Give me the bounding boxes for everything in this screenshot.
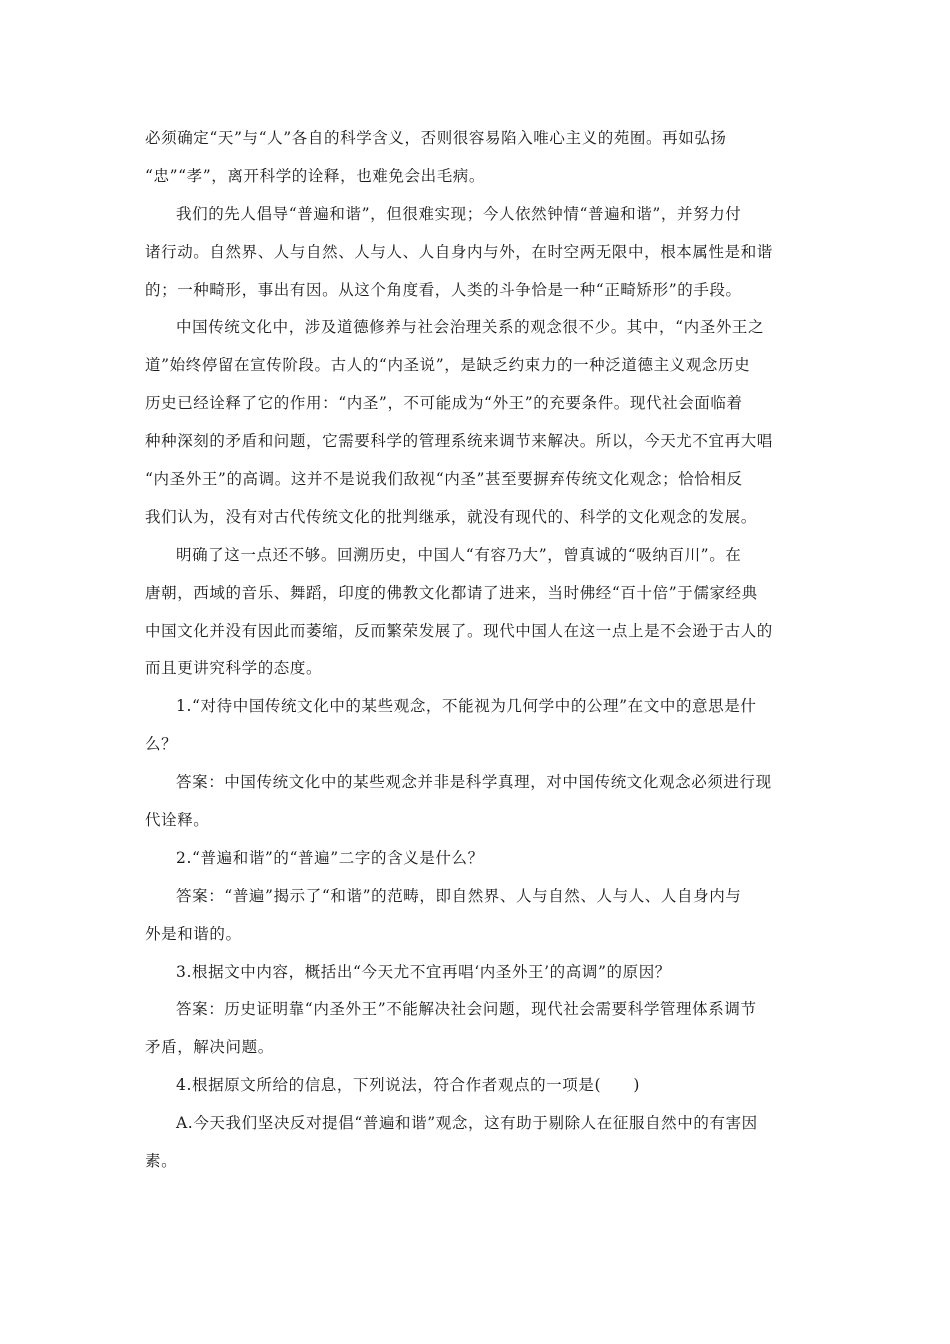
text-line: 2.“普遍和谐”的“普遍”二字的含义是什么？ [176, 848, 484, 867]
document-page [145, 120, 813, 1181]
text-line: “内圣外王”的高调。这并不是说我们敌视“内圣”甚至要摒弃传统文化观念；恰恰相反 [145, 470, 743, 489]
text-line: “忠”“孝”，离开科学的诠释，也难免会出毛病。 [145, 166, 485, 185]
text-line: 答案：“普遍”揭示了“和谐”的范畴，即自然界、人与自然、人与人、人自身内与 [176, 886, 742, 905]
text-line: 中国传统文化中，涉及道德修养与社会治理关系的观念很不少。其中，“内圣外王之 [176, 318, 765, 337]
text-line: 代诠释。 [145, 811, 210, 830]
text-line: 外是和谐的。 [145, 924, 242, 943]
text-line: 素。 [145, 1152, 178, 1171]
text-line: 明确了这一点还不够。回溯历史，中国人“有容乃大”，曾真诚的“吸纳百川”。在 [176, 545, 742, 564]
text-line: 我们认为，没有对古代传统文化的批判继承，就没有现代的、科学的文化观念的发展。 [145, 507, 757, 526]
text-line: 3.根据文中内容，概括出“今天尤不宜再唱‘内圣外王’的高调”的原因？ [176, 962, 671, 981]
text-line: 种种深刻的矛盾和问题，它需要科学的管理系统来调节来解决。所以，今天尤不宜再大唱 [145, 432, 773, 451]
text-line: 的；一种畸形，事出有因。从这个角度看，人类的斗争恰是一种“正畸矫形”的手段。 [145, 280, 742, 299]
text-line: 必须确定“天”与“人”各自的科学含义，否则很容易陷入唯心主义的苑囿。再如弘扬 [145, 129, 727, 147]
text-line: 唐朝，西域的音乐、舞蹈，印度的佛教文化都请了进来，当时佛经“百十倍”于儒家经典 [145, 583, 758, 602]
text-line: 答案：中国传统文化中的某些观念并非是科学真理，对中国传统文化观念必须进行现 [176, 773, 772, 792]
text-line: 历史已经诠释了它的作用：“内圣”，不可能成为“外王”的充要条件。现代社会面临着 [145, 394, 743, 413]
text-line: 答案：历史证明靠“内圣外王”不能解决社会问题，现代社会需要科学管理体系调节 [176, 1000, 757, 1019]
text-line: A.今天我们坚决反对提倡“普遍和谐”观念，这有助于剔除人在征服自然中的有害因 [176, 1114, 758, 1133]
text-line: 4.根据原文所给的信息，下列说法，符合作者观点的一项是( ) [176, 1076, 640, 1095]
text-line: 矛盾，解决问题。 [145, 1038, 274, 1057]
text-line: 中国文化并没有因此而萎缩，反而繁荣发展了。现代中国人在这一点上是不会逊于古人的 [145, 621, 773, 640]
text-line: 而且更讲究科学的态度。 [145, 659, 323, 678]
text-line: 道”始终停留在宣传阶段。古人的“内圣说”，是缺乏约束力的一种泛道德主义观念历史 [145, 356, 751, 375]
text-line: 1.“对待中国传统文化中的某些观念，不能视为几何学中的公理”在文中的意思是什 [176, 697, 757, 716]
text-line: 么？ [145, 735, 178, 754]
text-line: 诸行动。自然界、人与自然、人与人、人自身内与外，在时空两无限中，根本属性是和谐 [145, 242, 773, 261]
text-line: 我们的先人倡导“普遍和谐”，但很难实现；今人依然钟情“普遍和谐”，并努力付 [176, 204, 742, 223]
